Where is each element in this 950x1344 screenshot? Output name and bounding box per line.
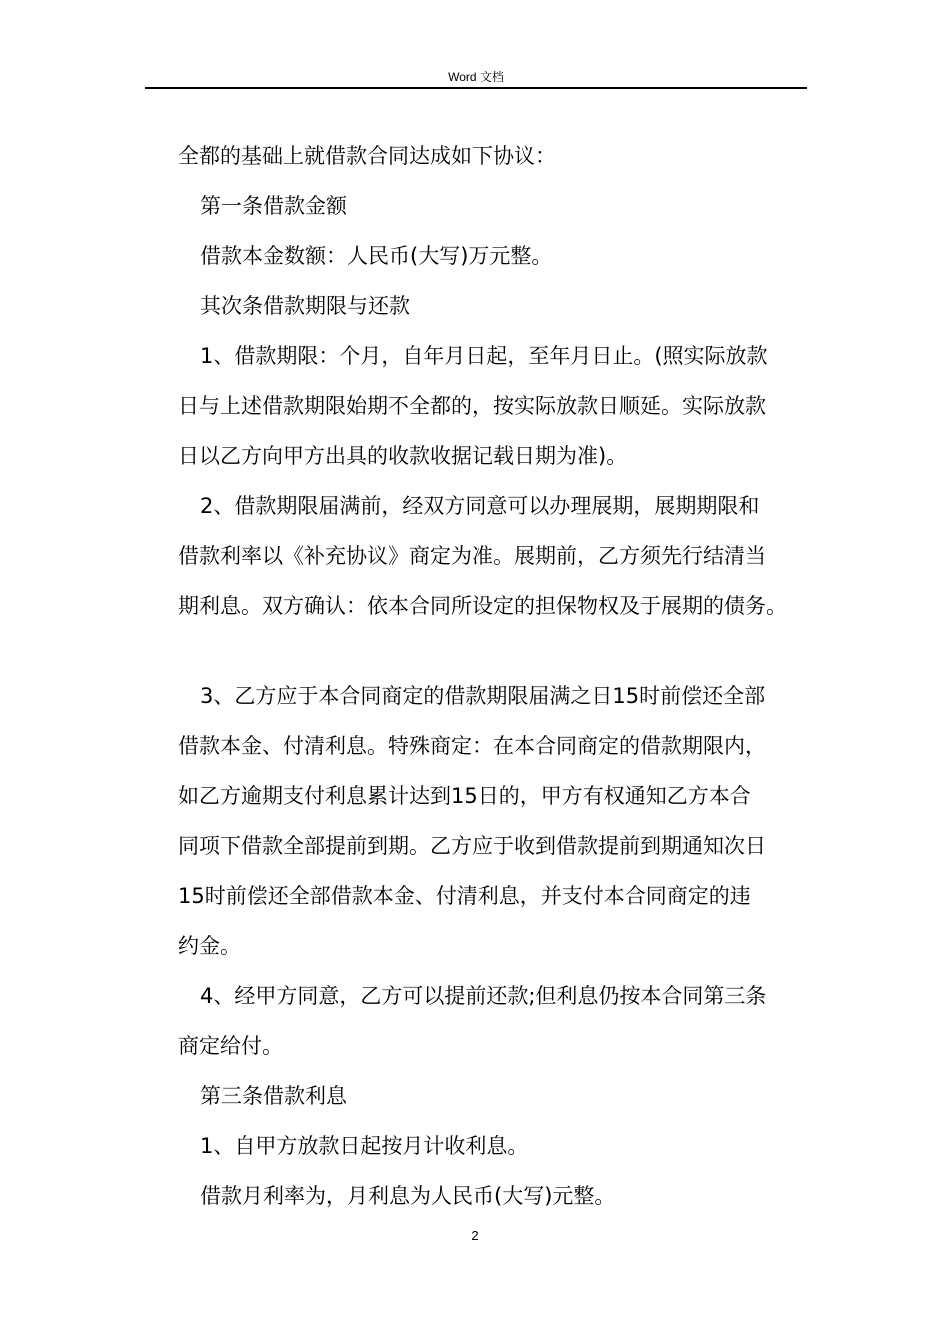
paragraph-line: 借款月利率为，月利息为人民币(大写)元整。 [200,1184,616,1208]
paragraph-line: 2、借款期限届满前，经双方同意可以办理展期，展期期限和 [200,494,760,518]
page-number: 2 [471,1228,479,1243]
paragraph-line: 借款利率以《补充协议》商定为准。展期前，乙方须先行结清当 [178,544,766,568]
page-header: Word 文档 [448,70,504,84]
paragraph-spacer [178,631,818,671]
paragraph-line: 商定给付。 [178,1034,283,1058]
paragraph-line: 日以乙方向甲方出具的收款收据记载日期为准)。 [178,444,628,468]
paragraph-line: 1、自甲方放款日起按月计收利息。 [200,1134,529,1158]
paragraph-line: 同项下借款全部提前到期。乙方应于收到借款提前到期通知次日 [178,834,766,858]
paragraph-line: 3、乙方应于本合同商定的借款期限届满之日15时前偿还全部 [200,684,766,708]
paragraph-line: 第三条借款利息 [200,1084,347,1108]
header-divider [145,87,807,89]
paragraph-line: 全都的基础上就借款合同达成如下协议： [178,144,556,168]
paragraph-line: 其次条借款期限与还款 [200,294,410,318]
document-body [178,131,818,1221]
paragraph-line: 4、经甲方同意，乙方可以提前还款;但利息仍按本合同第三条 [200,984,767,1008]
paragraph-line: 如乙方逾期支付利息累计达到15日的，甲方有权通知乙方本合 [178,784,751,808]
paragraph-line: 日与上述借款期限始期不全都的，按实际放款日顺延。实际放款 [178,394,766,418]
paragraph-line: 期利息。双方确认：依本合同所设定的担保物权及于展期的债务。 [178,594,787,618]
paragraph-line: 1、借款期限：个月，自年月日起，至年月日止。(照实际放款 [200,344,768,368]
paragraph-line: 借款本金、付清利息。特殊商定：在本合同商定的借款期限内， [178,734,766,758]
paragraph-line: 第一条借款金额 [200,194,347,218]
paragraph-line: 借款本金数额：人民币(大写)万元整。 [200,244,553,268]
paragraph-line: 15时前偿还全部借款本金、付清利息，并支付本合同商定的违 [178,884,751,908]
paragraph-line: 约金。 [178,934,241,958]
